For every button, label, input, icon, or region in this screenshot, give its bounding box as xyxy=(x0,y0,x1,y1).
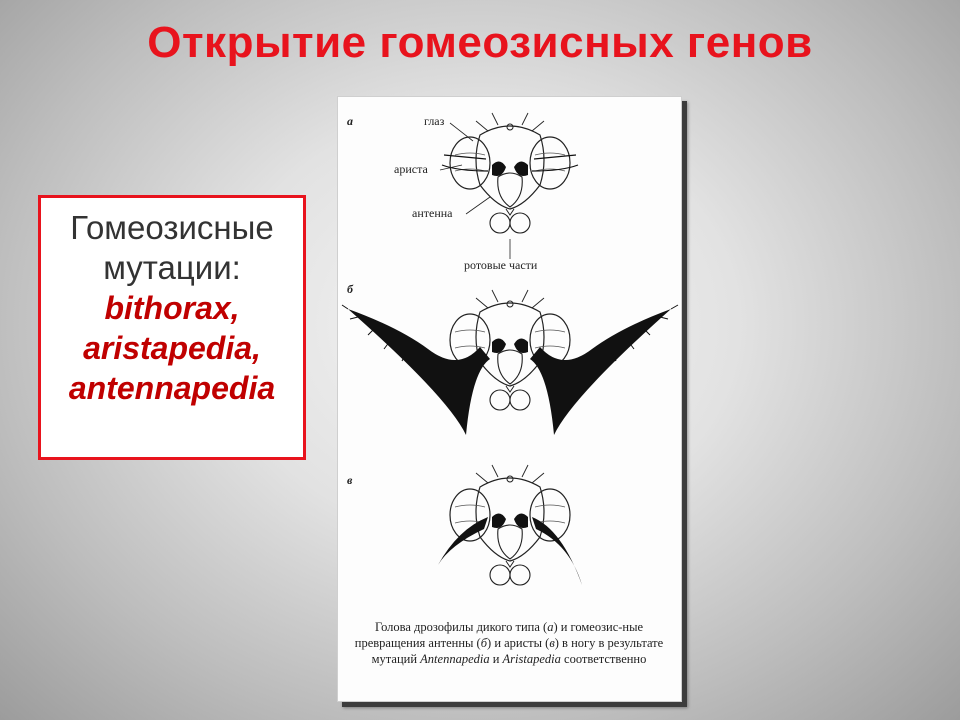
pointer-antenna xyxy=(466,197,490,214)
drosophila-heads-illustration xyxy=(338,97,681,701)
aristapedia-head xyxy=(450,465,570,585)
label-antenna: антенна xyxy=(412,206,453,220)
gene-antennapedia: antennapedia xyxy=(68,370,276,406)
gene-aristapedia: aristapedia, xyxy=(83,330,261,366)
panel-letter-a: а xyxy=(347,114,353,128)
panel-letter-v: в xyxy=(347,473,353,487)
pointer-eye xyxy=(450,123,473,141)
right-arista-leg xyxy=(532,517,582,585)
drosophila-figure xyxy=(337,96,682,702)
wildtype-head xyxy=(450,113,570,233)
slide-title: Открытие гомеозисных генов xyxy=(147,18,813,67)
label-mouthparts: ротовые части xyxy=(464,258,538,272)
panel-letter-b: б xyxy=(347,282,353,296)
mutations-heading-line2: мутации: xyxy=(103,249,241,286)
mutations-heading-line1: Гомеозисные xyxy=(70,209,274,246)
aristae xyxy=(442,155,578,171)
left-arista-leg xyxy=(438,517,488,565)
mutations-box xyxy=(38,195,306,460)
label-eye: глаз xyxy=(424,114,445,128)
left-antenna-leg xyxy=(348,309,490,435)
gene-bithorax: bithorax, xyxy=(104,290,240,326)
label-arista: ариста xyxy=(394,162,428,176)
right-antenna-leg xyxy=(530,309,671,435)
figure-caption: Голова дрозофилы дикого типа (а) и гомеозис-ные превращения антенны (б) и аристы (в) в ногу в результате мутаций Antennapedia и Aristapedia соответственно xyxy=(354,620,664,666)
